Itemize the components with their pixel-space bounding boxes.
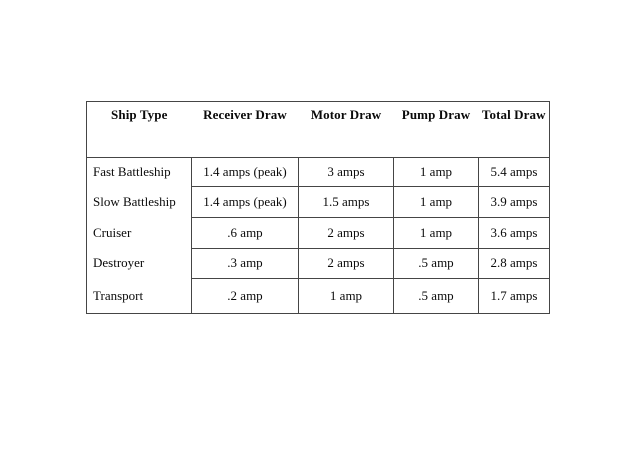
table-header-row	[87, 102, 550, 158]
cell-ship-type: Destroyer	[93, 255, 145, 271]
cell-ship-type: Cruiser	[93, 224, 132, 240]
table-row	[87, 187, 550, 218]
cell-pump-draw: 1 amp	[394, 187, 479, 218]
header-ship-type: Ship Type	[87, 102, 192, 158]
cell-pump-draw: 1 amp	[394, 158, 479, 187]
cell-motor-draw: 3 amps	[299, 158, 394, 187]
table-row	[87, 249, 550, 279]
cell-receiver-draw: .6 amp	[192, 218, 299, 249]
header-total-draw: Total Draw	[479, 102, 550, 158]
cell-receiver-draw: .2 amp	[192, 279, 299, 314]
ship-power-draw-table	[86, 101, 550, 314]
cell-total-draw: 3.6 amps	[479, 218, 550, 249]
header-pump-draw: Pump Draw	[394, 102, 479, 158]
cell-motor-draw: 2 amps	[299, 218, 394, 249]
cell-receiver-draw: 1.4 amps (peak)	[192, 187, 299, 218]
cell-receiver-draw: .3 amp	[192, 249, 299, 279]
cell-total-draw: 3.9 amps	[479, 187, 550, 218]
cell-pump-draw: 1 amp	[394, 218, 479, 249]
cell-total-draw: 2.8 amps	[479, 249, 550, 279]
cell-total-draw: 1.7 amps	[479, 279, 550, 314]
header-motor-draw: Motor Draw	[299, 102, 394, 158]
table-row	[87, 158, 550, 187]
cell-pump-draw: .5 amp	[394, 249, 479, 279]
cell-ship-type: Slow Battleship	[93, 193, 176, 209]
cell-receiver-draw: 1.4 amps (peak)	[192, 158, 299, 187]
cell-total-draw: 5.4 amps	[479, 158, 550, 187]
cell-ship-type: Transport	[93, 287, 144, 303]
cell-pump-draw: .5 amp	[394, 279, 479, 314]
header-receiver-draw: Receiver Draw	[192, 102, 299, 158]
table-row	[87, 279, 550, 314]
cell-motor-draw: 1.5 amps	[299, 187, 394, 218]
cell-motor-draw: 1 amp	[299, 279, 394, 314]
cell-ship-type: Fast Battleship	[93, 164, 171, 180]
cell-motor-draw: 2 amps	[299, 249, 394, 279]
table-row	[87, 218, 550, 249]
